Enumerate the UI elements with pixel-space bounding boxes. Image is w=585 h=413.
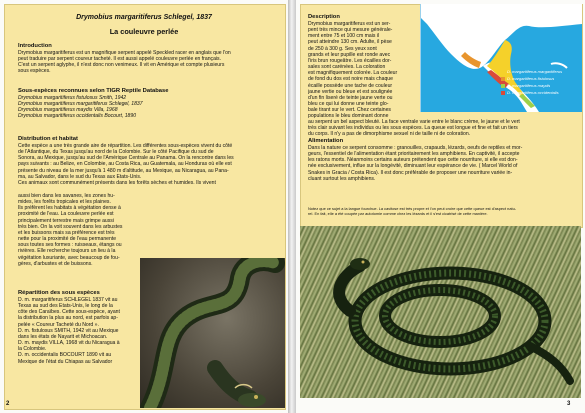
description-line: de 250 à 300 g. Ses yeux sont xyxy=(308,45,377,52)
species-title: Drymobius margaritiferus Schlegel, 1837 xyxy=(76,14,212,21)
description-line: peut atteindre 130 cm. Adulte, il pèse xyxy=(308,39,392,46)
distribution-line: Sonora, au Mexique, jusqu'au sud de l'Amérique Centrale au Panama. On la rencontre dans les xyxy=(18,155,234,162)
subspecies-line: Drymobius margaritiferus occidentalis Bocourt, 1890 xyxy=(18,113,137,120)
distribution-line: rivières. Elle recherche toujours un lieu à la xyxy=(18,248,116,255)
description-heading: Description xyxy=(308,14,340,20)
alimentation-heading: Alimentation xyxy=(308,138,344,144)
distribution-line: Ces animaux sont communément présents dans les forêts sèches et humides. Ils vivent xyxy=(18,179,216,186)
legend-item xyxy=(501,82,581,89)
alimentation-line: Snakes in Gracia / Costa Rica). Il est donc préférable de proposer une nourriture variée in- xyxy=(308,169,513,176)
repartition-line: D. m. occidentalis BOCOURT 1890 vit au xyxy=(18,352,112,359)
book-gutter xyxy=(288,0,296,413)
description-section xyxy=(308,14,430,120)
description-line: jaune vertie ou bleue et est soulignée xyxy=(308,88,393,95)
distribution-line: Ils préfèrent les habitats à végétation dense à xyxy=(18,205,121,212)
distribution-line: végétation luxuriante, avec beaucoup de fou- xyxy=(18,254,120,261)
legend-item xyxy=(501,75,581,82)
distribution-line: mides, les forêts tropicales et les plaines. xyxy=(18,199,111,206)
introduction-line: Drymobius margaritiferus est un magnifique serpent appelé Speckled racer en anglais que l'on xyxy=(18,50,231,56)
repartition-line: Texas au sud des États-Unis, le long de la xyxy=(18,303,113,310)
repartition-line: Mexique de l'état du Chiapas au Salvador xyxy=(18,358,113,365)
subspecies-line: Drymobius margaritiferus fistulosus Smith, 1942 xyxy=(18,95,127,101)
repartition-line: D. m. maydis VILLA, 1968 vit du Nicaragua à xyxy=(18,340,120,347)
description-full-width xyxy=(308,119,578,137)
map-legend xyxy=(501,68,581,96)
repartition-line: la distribution la plus au nord, est parfois ap- xyxy=(18,315,118,322)
description-line: de fond du dos est noire mais chaque xyxy=(308,76,393,83)
legend-label: D. margaritiferus maydis xyxy=(507,83,551,88)
distribution-line: gères, d'arbustes et de buissons. xyxy=(18,260,93,267)
description-line: pent très mince qui mesure générale- xyxy=(308,27,393,34)
repartition-line: pelée « Coureur Tacheté du Nord ». xyxy=(18,321,99,328)
distribution-line: proximité de l'eau. La couleuvre perlée est xyxy=(18,211,114,218)
legend-item xyxy=(501,89,581,96)
subspecies-heading: Sous-espèces reconnues selon TIGR Reptile Database xyxy=(18,88,169,94)
description-line: grands et leur pupille est ronde avec xyxy=(308,51,391,58)
description-line: bale tirant sur le vert. Chez certaines xyxy=(308,107,391,114)
alimentation-line: les ratons morts. Néanmoins certains auteurs prétendent que cette nourriture, si elle est don- xyxy=(308,157,518,164)
distribution-line: et les buissons mais sa préférence est très xyxy=(18,229,115,236)
repartition-line: la Colombie. xyxy=(18,346,47,353)
snake-head-photo xyxy=(140,258,285,408)
legend-swatch xyxy=(501,91,505,95)
distribution-line: ma, au Salvador, dans le sud du Texas aux États-Unis. xyxy=(18,173,142,180)
photo-caption xyxy=(308,206,578,216)
alimentation-line: geurs, l'essentiel de l'alimentation étant prioritairement les amphibiens. En captivité, il accepte xyxy=(308,151,520,158)
snake-grass-photo xyxy=(300,226,581,398)
repartition-line: côte des Caraïbes. Cette sous-espèce, ayant xyxy=(18,309,120,316)
alimentation-line: Dans la nature ce serpent consomme : granouilles, crapauds, lézards, oeufs de reptiles et mor- xyxy=(308,145,523,151)
legend-swatch xyxy=(501,77,505,81)
description-line: sales sont carénées. La coloration xyxy=(308,64,386,71)
distribution-line: très bien. On la voit souvent dans les arbustes xyxy=(18,223,123,230)
introduction-section xyxy=(18,43,280,75)
distribution-line: sous toutes ses formes : ruisseaux, étangs ou xyxy=(18,242,122,249)
caption-line: rel. En fait, elle a été coupée par autotomie comme chez les lézards et il s'est cicatrisé de cette manière. xyxy=(308,211,488,216)
subspecies-line: Drymobius margaritiferus maydis Villa, 1968 xyxy=(18,107,118,114)
distribution-line: de l'Atlantique, du Texas jusqu'au nord de la Colombie. Sur le côté Pacifique du sud de xyxy=(18,149,214,156)
distribution-line: pays suivants : au Belize, en Colombie, au Costa Rica, au Guatemala, au Honduras où elle est xyxy=(18,161,232,168)
description-line: très clair suivant les individus ou les sous espèces. La queue est longue et fine et fait un tiers xyxy=(308,125,518,132)
right-page xyxy=(296,0,585,413)
subspecies-line: Drymobius margaritiferus margaritiferus Schlegel, 1837 xyxy=(18,101,143,108)
description-line: est magnifiquement colorée. La couleur xyxy=(308,70,398,77)
description-line: au serpent un bel aspect bleuté. La face ventrale varie entre le blanc crème, le jaune et le vert xyxy=(308,119,520,125)
alimentation-section xyxy=(308,138,578,182)
distribution-narrow-column xyxy=(18,193,138,267)
description-line: ment entre 75 et 100 cm mais il xyxy=(308,33,380,40)
legend-swatch xyxy=(501,84,505,88)
repartition-line: D. m. fistulosus SMITH, 1942 vit au Mexique xyxy=(18,327,119,334)
distribution-line: nette pour la proximité de l'eau permanente xyxy=(18,236,117,243)
introduction-heading: Introduction xyxy=(18,43,52,49)
distribution-heading: Distribution et habitat xyxy=(18,136,78,142)
description-line: populations le bleu dominant donne xyxy=(308,113,389,120)
repartition-heading: Répartition des sous espèces xyxy=(18,290,100,296)
snake-coil-illustration xyxy=(300,226,581,398)
legend-label: D. margaritiferus fistulosus xyxy=(507,76,555,81)
description-line: bleu ce qui lui donne une teinte glo- xyxy=(308,101,389,108)
repartition-section xyxy=(18,290,138,365)
caption-line: Notez que ce sujet a la langue fourchue. La cavitose est très propre et l'on peut croire que cette queue est d'aspect natu- xyxy=(308,206,517,211)
right-page-number: 3 xyxy=(567,401,571,407)
alimentation-line: cluant surtout les amphibiens. xyxy=(308,175,376,182)
distribution-line: principalement terrestre mais grimpe aussi xyxy=(18,217,114,224)
alimentation-line: née exclusivement, influe sur la longévité, diminuant leur espérance de vie. ( Marcel World of xyxy=(308,163,518,170)
introduction-line: C'est un serpent aglyphe, il n'est donc non venimeux. Il vit en Amérique et compte plusieurs xyxy=(18,62,225,69)
repartition-line: dans les états de Nayarit et Michoacan. xyxy=(18,333,108,340)
description-line: Drymobius margaritiferus est un ser- xyxy=(308,21,391,27)
left-page-number: 2 xyxy=(6,401,10,407)
repartition-line: D. m. margaritiferus SCHLEGEL 1837 vit au xyxy=(18,297,118,303)
snake-head-illustration xyxy=(140,258,285,408)
distribution-line: aussi bien dans les savanes, les zones hu- xyxy=(18,193,115,199)
distribution-line: Cette espèce a une très grande aire de répartition. Les différentes sous-espèces vivent du côté xyxy=(18,143,233,149)
legend-item xyxy=(501,68,581,75)
distribution-section xyxy=(18,136,280,186)
description-line: écaille possède une tache de couleur xyxy=(308,82,393,89)
subspecies-section xyxy=(18,88,280,120)
description-line: du corps. Il n'y a pas de dimorphisme sexuel ni de taille ni de coloration. xyxy=(308,131,471,138)
left-page xyxy=(0,0,288,413)
legend-swatch xyxy=(501,70,505,74)
common-name: La couleuvre perlée xyxy=(109,27,179,36)
introduction-line: sous espèces. xyxy=(18,68,51,75)
description-line: d'un fin liseré de teinte jaune verte ou xyxy=(308,94,393,101)
distribution-line: présente du niveau de la mer jusqu'à 1 480 m d'altitude, au Mexique, au Nicaragua, au Pana- xyxy=(18,167,229,174)
legend-label: D. margaritiferus occidentalis xyxy=(507,90,559,95)
description-line: l'iris brun rougeâtre. Les écailles dor- xyxy=(308,57,392,64)
introduction-line: peut traduire par serpent coureur tacheté. Il est aussi appelé couleuvre perlée en français. xyxy=(18,56,222,63)
legend-label: D. margaritiferus margaritiferus xyxy=(507,69,563,74)
